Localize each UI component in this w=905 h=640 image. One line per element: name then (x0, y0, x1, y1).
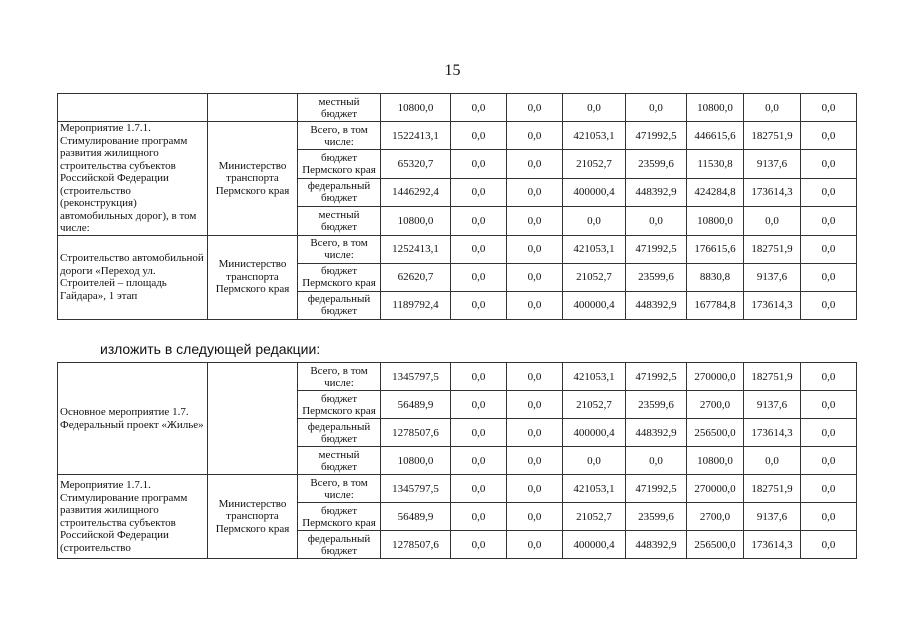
value-cell: 471992,5 (626, 475, 687, 503)
value-cell: 65320,7 (381, 150, 451, 178)
value-cell: 0,0 (451, 391, 507, 419)
value-cell: 1278507,6 (381, 419, 451, 447)
value-cell: 0,0 (563, 94, 626, 122)
funding-source-cell: Всего, в том числе: (298, 475, 381, 503)
value-cell: 0,0 (801, 531, 857, 559)
value-cell: 173614,3 (744, 291, 801, 319)
funding-source-cell: федеральный бюджет (298, 531, 381, 559)
value-cell: 0,0 (801, 291, 857, 319)
value-cell: 0,0 (801, 235, 857, 263)
value-cell: 0,0 (507, 531, 563, 559)
value-cell: 421053,1 (563, 122, 626, 150)
value-cell: 0,0 (451, 94, 507, 122)
value-cell: 9137,6 (744, 263, 801, 291)
value-cell: 256500,0 (687, 419, 744, 447)
value-cell: 0,0 (451, 531, 507, 559)
funding-source-cell: Всего, в том числе: (298, 235, 381, 263)
value-cell: 0,0 (451, 235, 507, 263)
value-cell: 176615,6 (687, 235, 744, 263)
value-cell: 2700,0 (687, 391, 744, 419)
value-cell: 0,0 (801, 178, 857, 206)
activity-name-cell: Основное мероприятие 1.7. Федеральный проект «Жилье» (58, 363, 208, 475)
value-cell: 0,0 (626, 94, 687, 122)
budget-table-new (57, 362, 857, 559)
value-cell: 9137,6 (744, 503, 801, 531)
value-cell: 0,0 (801, 419, 857, 447)
value-cell: 0,0 (507, 503, 563, 531)
value-cell: 23599,6 (626, 503, 687, 531)
value-cell: 9137,6 (744, 391, 801, 419)
organization-cell: Министерство транспорта Пермского края (208, 122, 298, 236)
activity-name-cell: Мероприятие 1.7.1. Стимулирование программ развития жилищного строительства субъектов Российской Федерации (строительство (58, 475, 208, 559)
value-cell: 0,0 (801, 122, 857, 150)
value-cell: 0,0 (507, 235, 563, 263)
value-cell: 23599,6 (626, 391, 687, 419)
value-cell: 400000,4 (563, 178, 626, 206)
value-cell: 182751,9 (744, 235, 801, 263)
value-cell: 0,0 (507, 419, 563, 447)
value-cell: 400000,4 (563, 419, 626, 447)
value-cell: 0,0 (507, 150, 563, 178)
value-cell: 0,0 (507, 447, 563, 475)
value-cell: 62620,7 (381, 263, 451, 291)
table-row (58, 363, 857, 391)
table-row (58, 94, 857, 122)
value-cell: 0,0 (507, 475, 563, 503)
value-cell: 448392,9 (626, 531, 687, 559)
value-cell: 10800,0 (381, 94, 451, 122)
value-cell: 0,0 (451, 263, 507, 291)
organization-cell (208, 94, 298, 122)
value-cell: 0,0 (507, 291, 563, 319)
value-cell: 0,0 (507, 263, 563, 291)
value-cell: 0,0 (451, 503, 507, 531)
funding-source-cell: местный бюджет (298, 447, 381, 475)
value-cell: 0,0 (451, 122, 507, 150)
value-cell: 448392,9 (626, 291, 687, 319)
value-cell: 56489,9 (381, 391, 451, 419)
value-cell: 0,0 (451, 363, 507, 391)
value-cell: 10800,0 (687, 447, 744, 475)
value-cell: 0,0 (507, 363, 563, 391)
funding-source-cell: бюджет Пермского края (298, 150, 381, 178)
table-row (58, 122, 857, 150)
value-cell: 0,0 (507, 122, 563, 150)
value-cell: 173614,3 (744, 178, 801, 206)
value-cell: 256500,0 (687, 531, 744, 559)
activity-name-cell (58, 94, 208, 122)
funding-source-cell: федеральный бюджет (298, 419, 381, 447)
value-cell: 0,0 (801, 150, 857, 178)
value-cell: 10800,0 (687, 207, 744, 235)
value-cell: 0,0 (451, 178, 507, 206)
value-cell: 10800,0 (381, 447, 451, 475)
page-number: 15 (444, 62, 461, 79)
organization-cell: Министерство транспорта Пермского края (208, 235, 298, 319)
value-cell: 448392,9 (626, 419, 687, 447)
value-cell: 167784,8 (687, 291, 744, 319)
value-cell: 1345797,5 (381, 363, 451, 391)
section-heading: изложить в следующей редакции: (100, 341, 321, 357)
value-cell: 173614,3 (744, 419, 801, 447)
value-cell: 1189792,4 (381, 291, 451, 319)
value-cell: 182751,9 (744, 475, 801, 503)
value-cell: 0,0 (801, 475, 857, 503)
value-cell: 0,0 (801, 207, 857, 235)
value-cell: 0,0 (801, 363, 857, 391)
value-cell: 400000,4 (563, 531, 626, 559)
organization-cell: Министерство транспорта Пермского края (208, 475, 298, 559)
funding-source-cell: Всего, в том числе: (298, 363, 381, 391)
value-cell: 270000,0 (687, 475, 744, 503)
value-cell: 471992,5 (626, 122, 687, 150)
value-cell: 21052,7 (563, 391, 626, 419)
value-cell: 0,0 (507, 94, 563, 122)
value-cell: 421053,1 (563, 363, 626, 391)
activity-name-cell: Мероприятие 1.7.1. Стимулирование программ развития жилищного строительства субъектов Российской Федерации (строительство (реконструкция) автомобильных дорог), в том числе: (58, 122, 208, 236)
value-cell: 0,0 (801, 263, 857, 291)
funding-source-cell: местный бюджет (298, 94, 381, 122)
value-cell: 446615,6 (687, 122, 744, 150)
activity-name-cell: Строительство автомобильной дороги «Переход ул. Строителей – площадь Гайдара», 1 этап (58, 235, 208, 319)
organization-cell (208, 363, 298, 475)
value-cell: 421053,1 (563, 235, 626, 263)
value-cell: 2700,0 (687, 503, 744, 531)
value-cell: 424284,8 (687, 178, 744, 206)
value-cell: 471992,5 (626, 363, 687, 391)
value-cell: 21052,7 (563, 263, 626, 291)
value-cell: 0,0 (451, 447, 507, 475)
value-cell: 23599,6 (626, 263, 687, 291)
value-cell: 0,0 (563, 447, 626, 475)
value-cell: 421053,1 (563, 475, 626, 503)
value-cell: 8830,8 (687, 263, 744, 291)
value-cell: 0,0 (801, 391, 857, 419)
value-cell: 0,0 (451, 207, 507, 235)
value-cell: 173614,3 (744, 531, 801, 559)
funding-source-cell: федеральный бюджет (298, 178, 381, 206)
funding-source-cell: бюджет Пермского края (298, 391, 381, 419)
table-row (58, 235, 857, 263)
value-cell: 10800,0 (381, 207, 451, 235)
value-cell: 0,0 (801, 94, 857, 122)
value-cell: 0,0 (744, 94, 801, 122)
value-cell: 0,0 (801, 447, 857, 475)
table-row (58, 475, 857, 503)
funding-source-cell: бюджет Пермского края (298, 263, 381, 291)
value-cell: 0,0 (451, 419, 507, 447)
value-cell: 0,0 (507, 391, 563, 419)
funding-source-cell: местный бюджет (298, 207, 381, 235)
funding-source-cell: Всего, в том числе: (298, 122, 381, 150)
value-cell: 1252413,1 (381, 235, 451, 263)
budget-table-old (57, 93, 857, 320)
value-cell: 448392,9 (626, 178, 687, 206)
value-cell: 9137,6 (744, 150, 801, 178)
value-cell: 11530,8 (687, 150, 744, 178)
value-cell: 0,0 (626, 447, 687, 475)
value-cell: 0,0 (744, 447, 801, 475)
value-cell: 182751,9 (744, 122, 801, 150)
value-cell: 0,0 (626, 207, 687, 235)
value-cell: 400000,4 (563, 291, 626, 319)
funding-source-cell: бюджет Пермского края (298, 503, 381, 531)
value-cell: 0,0 (563, 207, 626, 235)
value-cell: 1446292,4 (381, 178, 451, 206)
value-cell: 10800,0 (687, 94, 744, 122)
value-cell: 23599,6 (626, 150, 687, 178)
value-cell: 0,0 (451, 150, 507, 178)
value-cell: 0,0 (507, 178, 563, 206)
value-cell: 0,0 (451, 291, 507, 319)
value-cell: 182751,9 (744, 363, 801, 391)
value-cell: 21052,7 (563, 503, 626, 531)
value-cell: 471992,5 (626, 235, 687, 263)
value-cell: 1522413,1 (381, 122, 451, 150)
value-cell: 56489,9 (381, 503, 451, 531)
value-cell: 1345797,5 (381, 475, 451, 503)
value-cell: 1278507,6 (381, 531, 451, 559)
value-cell: 270000,0 (687, 363, 744, 391)
value-cell: 0,0 (451, 475, 507, 503)
value-cell: 21052,7 (563, 150, 626, 178)
value-cell: 0,0 (801, 503, 857, 531)
funding-source-cell: федеральный бюджет (298, 291, 381, 319)
value-cell: 0,0 (744, 207, 801, 235)
value-cell: 0,0 (507, 207, 563, 235)
